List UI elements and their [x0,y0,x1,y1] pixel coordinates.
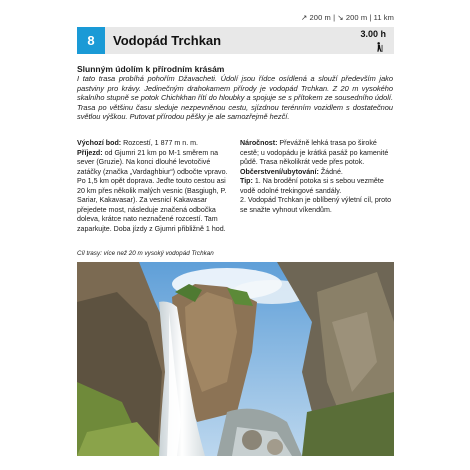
difficulty-label: Náročnost: [240,139,278,147]
refreshments-text: Žádné. [318,167,343,176]
difficulty-text: Převážně lehká trasa po široké cestě; u vodopádu je krátká pasáž po kamenité půdě. Trasa několikrát vede přes potok. [240,139,389,166]
headline: Slunným údolím k přírodním krásám [77,64,225,74]
refreshments-label: Občerstvení/ubytování: [240,167,319,176]
waterfall-photo [77,262,394,456]
route-number-badge: 8 [77,27,105,54]
route-title: Vodopád Trchkan [113,33,222,48]
intro-paragraph: I tato trasa probíhá pohořím Džavacheti. Údolí jsou řídce osídlená a slouží především jako pastviny pro krávy. Jedinečným drahokamem přírody je vodopád Trchkan. Z 20 m vysokého skalního stupně se potok Chichkhan řítí do hloubky a spojuje se s přítokem ze sousedního údolí. Trasa po většinu času sleduje nezpevněnou cestu, sjízdnou terénním vozidlem s dostatečnou světlou výškou. Putovat přírodou pěšky je ale samozřejmě hezčí. [77,74,393,122]
right-column [240,139,392,215]
tip-2: 2. Vodopád Trchkan je oblíbený výletní cíl, proto se snažte vyhnout víkendům. [240,196,392,214]
access-label: Příjezd: [77,148,103,157]
route-time: 3.00 h [360,29,386,39]
tip-text: 1. Na brodění potoka si s sebou vezměte vodě odolné trekingové sandály. [240,177,384,195]
tip [240,177,392,196]
route-stats: ↗ 200 m | ↘ 200 m | 11 km [300,13,394,22]
tip-label: Tip: [240,177,253,185]
refreshments [240,168,392,178]
photo-caption: Cíl trasy: více než 20 m vysoký vodopád Trchkan [77,250,214,257]
start-point [77,139,229,234]
start-label: Výchozí bod: [77,139,122,147]
left-column [77,139,229,234]
hiker-icon [375,42,384,52]
difficulty [240,139,392,168]
title-bar [77,27,394,54]
access-text: od Gjumri 21 km po M-1 směrem na sever (Gruzie). Na konci dlouhé levotočivé zatáčky (značka „Vardaghbiur“) odbočte vpravo. Po 1,5 km opět doprava. Jeďte touto cestou asi 20 km přes několik malých vesnic (Basgiugh, P. Sariar, Kakavasar). Za vesnicí Kakavasar přejedete most, následuje značená odbočka doleva, krátce nato neznačené rozcestí. Tam zaparkujte. Doba jízdy z Gjumri přibližně 1 hod. [77,148,228,233]
start-text: Rozcestí, 1 877 m n. m. [121,139,199,147]
